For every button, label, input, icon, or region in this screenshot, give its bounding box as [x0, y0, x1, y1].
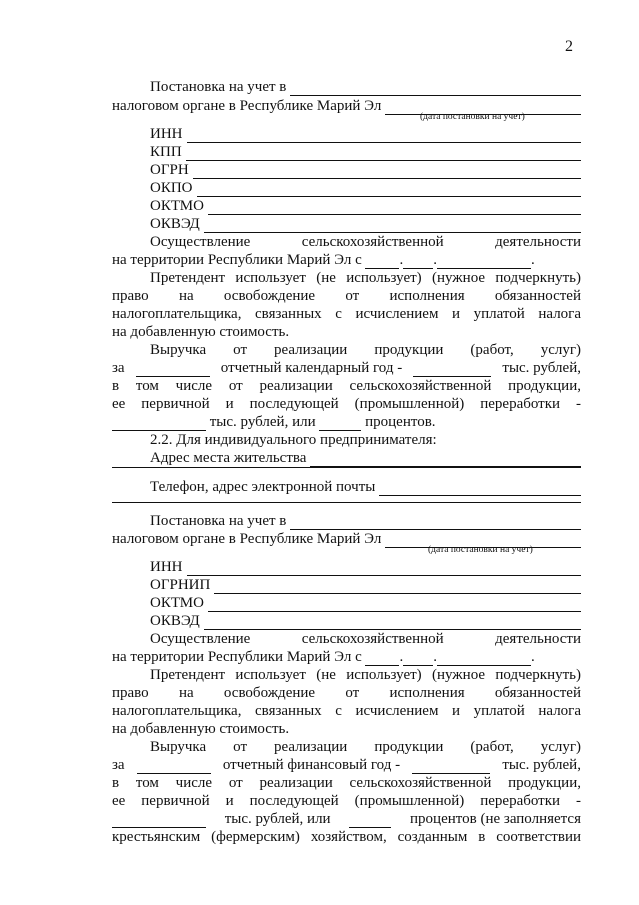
- ip-agri-revenue-field[interactable]: [112, 813, 206, 828]
- ip-oktmo-field[interactable]: [208, 597, 581, 612]
- inn-field[interactable]: [187, 128, 582, 143]
- ip-exempt-line2: право на освобождение от исполнения обязанностей: [112, 685, 581, 701]
- address-field[interactable]: [310, 452, 581, 467]
- section-2-2-title: 2.2. Для индивидуального предпринимателя:: [150, 432, 437, 448]
- ip-inn-row: ИНН: [150, 558, 581, 576]
- ip-rev-line2: за отчетный финансовый год - тыс. рублей,: [112, 757, 581, 773]
- ip-ogrnip-field[interactable]: [214, 579, 581, 594]
- ip-rev-line6: крестьянским (фермерским) хозяйством, созданным в соответствии: [112, 829, 581, 845]
- inn-row: ИНН: [150, 125, 581, 143]
- legal-rev-line4: ее первичной и последующей (промышленной) переработки -: [112, 396, 581, 412]
- report-year-field[interactable]: [136, 362, 210, 377]
- ip-okved-field[interactable]: [204, 615, 581, 630]
- ip-exempt-line4: на добавленную стоимость.: [112, 721, 290, 737]
- legal-rev-line2: за отчетный календарный год - тыс. рублей,: [112, 360, 581, 376]
- phone-row: Телефон, адрес электронной почты: [150, 478, 581, 496]
- legal-exempt-line4: на добавленную стоимость.: [112, 324, 290, 340]
- agri-revenue-field[interactable]: [112, 416, 206, 431]
- ip-activity-line1: Осуществление сельскохозяйственной деятельности: [150, 631, 581, 647]
- ip-report-year-field[interactable]: [137, 759, 211, 774]
- ip-ogrnip-row: ОГРНИП: [150, 576, 581, 594]
- ip-reg-line1: Постановка на учет в: [150, 512, 581, 530]
- agri-percent-field[interactable]: [319, 416, 361, 431]
- ogrn-field[interactable]: [193, 164, 581, 179]
- legal-reg-line1: Постановка на учет в: [150, 78, 581, 96]
- legal-exempt-line3: налогоплательщика, связанных с исчислением и уплатой налога: [112, 306, 581, 322]
- ip-exempt-line3: налогоплательщика, связанных с исчислением и уплатой налога: [112, 703, 581, 719]
- okpo-row: ОКПО: [150, 179, 581, 197]
- okved-field[interactable]: [204, 218, 581, 233]
- address-field-2[interactable]: [112, 467, 581, 468]
- ip-revenue-total-field[interactable]: [412, 759, 490, 774]
- ip-reg-authority-field[interactable]: [290, 515, 581, 530]
- ip-rev-line3: в том числе от реализации сельскохозяйственной продукции,: [112, 775, 581, 791]
- ip-rev-line5: тыс. рублей, или процентов (не заполняется: [112, 810, 581, 828]
- kpp-row: КПП: [150, 143, 581, 161]
- ip-oktmo-row: ОКТМО: [150, 594, 581, 612]
- address-row: Адрес места жительства: [150, 449, 581, 467]
- oktmo-field[interactable]: [208, 200, 581, 215]
- legal-rev-line1: Выручка от реализации продукции (работ, услуг): [150, 342, 581, 358]
- legal-exempt-line1: Претендент использует (не использует) (нужное подчеркнуть): [150, 270, 581, 286]
- ip-start-month-field[interactable]: [403, 651, 433, 666]
- legal-activity-line2: на территории Республики Марий Эл с . . .: [112, 252, 535, 268]
- legal-activity-line1: Осуществление сельскохозяйственной деятельности: [150, 234, 581, 250]
- reg-authority-field[interactable]: [290, 81, 581, 96]
- ip-start-year-field[interactable]: [437, 651, 531, 666]
- phone-email-field[interactable]: [379, 481, 581, 496]
- ip-reg-date-hint: (дата постановки на учет): [428, 545, 533, 555]
- reg-date-hint: (дата постановки на учет): [420, 112, 525, 122]
- ip-inn-field[interactable]: [187, 561, 582, 576]
- ip-rev-line4: ее первичной и последующей (промышленной) переработки -: [112, 793, 581, 809]
- ip-rev-line1: Выручка от реализации продукции (работ, услуг): [150, 739, 581, 755]
- ip-okved-row: ОКВЭД: [150, 612, 581, 630]
- legal-exempt-line2: право на освобождение от исполнения обязанностей: [112, 288, 581, 304]
- start-month-field[interactable]: [403, 254, 433, 269]
- kpp-field[interactable]: [186, 146, 581, 161]
- okved-row: ОКВЭД: [150, 215, 581, 233]
- page-number: 2: [565, 38, 573, 55]
- okpo-field[interactable]: [197, 182, 581, 197]
- legal-rev-line3: в том числе от реализации сельскохозяйственной продукции,: [112, 378, 581, 394]
- revenue-total-field[interactable]: [413, 362, 491, 377]
- phone-email-field-2[interactable]: [112, 502, 581, 503]
- ip-reg-line2: налоговом органе в Республике Марий Эл: [112, 530, 581, 548]
- legal-reg-line2: налоговом органе в Республике Марий Эл: [112, 97, 581, 115]
- oktmo-row: ОКТМО: [150, 197, 581, 215]
- legal-rev-line5: тыс. рублей, или процентов.: [112, 413, 581, 431]
- start-year-field[interactable]: [437, 254, 531, 269]
- ip-exempt-line1: Претендент использует (не использует) (нужное подчеркнуть): [150, 667, 581, 683]
- ip-agri-percent-field[interactable]: [349, 813, 391, 828]
- start-day-field[interactable]: [365, 254, 399, 269]
- ip-start-day-field[interactable]: [365, 651, 399, 666]
- ip-activity-line2: на территории Республики Марий Эл с . . .: [112, 649, 535, 665]
- ogrn-row: ОГРН: [150, 161, 581, 179]
